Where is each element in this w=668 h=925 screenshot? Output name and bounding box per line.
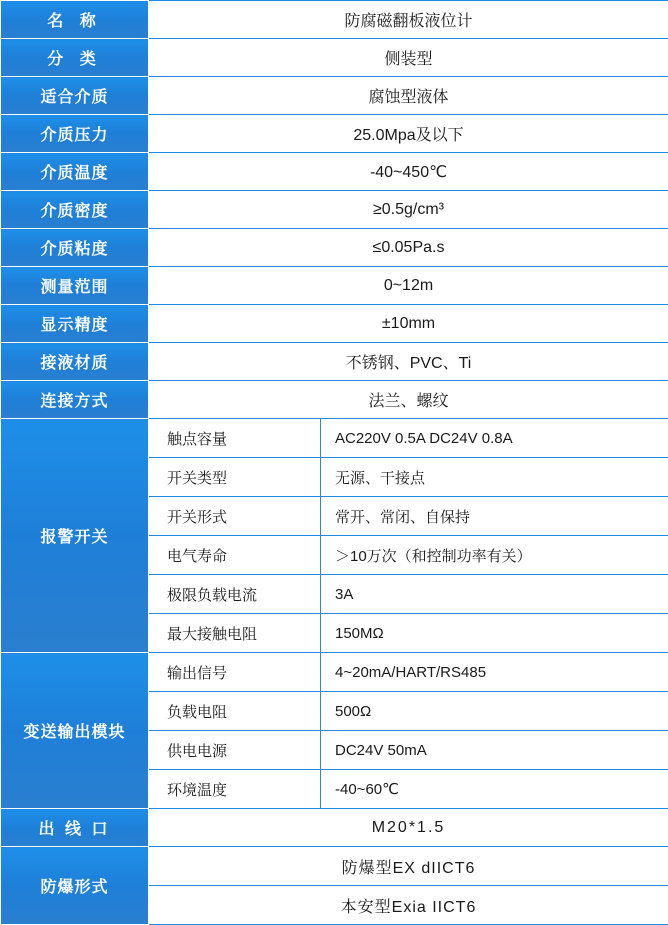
row-label-temperature: 介质温度 [1,153,149,191]
row-label-pressure: 介质压力 [1,115,149,153]
row-label-medium: 适合介质 [1,77,149,115]
group-label-transmitter-module: 变送输出模块 [1,653,149,809]
sub-row-value-power-supply: DC24V 50mA [321,731,668,770]
table-row [1,419,668,458]
row-label-accuracy: 显示精度 [1,305,149,343]
sub-row-value-electrical-life: ＞10万次（和控制功率有关） [321,536,668,575]
sub-row-value-load-resistance: 500Ω [321,692,668,731]
row-value-range: 0~12m [149,267,668,305]
sub-row-name-power-supply: 供电电源 [149,731,321,770]
row-value-category: 侧装型 [149,39,668,77]
row-value-density: ≥0.5g/cm³ [149,191,668,229]
row-label-wetted-material: 接液材质 [1,343,149,381]
row-value-viscosity: ≤0.05Pa.s [149,229,668,267]
table-row [1,229,668,267]
sub-row-value-limit-load-current: 3A [321,575,668,614]
table-body [1,1,668,925]
sub-row-name-output-signal: 输出信号 [149,653,321,692]
row-label-range: 测量范围 [1,267,149,305]
row-value-explosion-proof-2: 本安型Exia IICT6 [149,886,668,925]
row-value-temperature: -40~450℃ [149,153,668,191]
sub-row-value-switch-type: 无源、干接点 [321,458,668,497]
group-label-alarm-switch: 报警开关 [1,419,149,653]
group-label-explosion-proof: 防爆形式 [1,847,149,925]
sub-row-name-ambient-temperature: 环境温度 [149,770,321,809]
row-value-explosion-proof-1: 防爆型EX dIICT6 [149,847,668,886]
table-row [1,305,668,343]
sub-row-value-switch-form: 常开、常闭、自保持 [321,497,668,536]
table-row [1,77,668,115]
sub-row-name-switch-form: 开关形式 [149,497,321,536]
sub-row-name-electrical-life: 电气寿命 [149,536,321,575]
row-value-name: 防腐磁翻板液位计 [149,1,668,39]
sub-row-name-contact-capacity: 触点容量 [149,419,321,458]
row-value-outlet: M20*1.5 [149,809,668,847]
table-row [1,847,668,886]
table-row [1,39,668,77]
row-value-connection: 法兰、螺纹 [149,381,668,419]
sub-row-name-limit-load-current: 极限负载电流 [149,575,321,614]
sub-row-value-contact-capacity: AC220V 0.5A DC24V 0.8A [321,419,668,458]
row-label-density: 介质密度 [1,191,149,229]
sub-row-value-ambient-temperature: -40~60℃ [321,770,668,809]
row-value-pressure: 25.0Mpa及以下 [149,115,668,153]
sub-row-name-switch-type: 开关类型 [149,458,321,497]
row-value-medium: 腐蚀型液体 [149,77,668,115]
sub-row-name-load-resistance: 负载电阻 [149,692,321,731]
table-row [1,191,668,229]
sub-row-value-output-signal: 4~20mA/HART/RS485 [321,653,668,692]
table-row [1,267,668,305]
row-label-connection: 连接方式 [1,381,149,419]
row-label-name: 名 称 [1,1,149,39]
table-row [1,1,668,39]
row-label-category: 分 类 [1,39,149,77]
table-row [1,809,668,847]
row-label-viscosity: 介质粘度 [1,229,149,267]
row-label-outlet: 出 线 口 [1,809,149,847]
table-row [1,381,668,419]
sub-row-value-max-contact-resistance: 150MΩ [321,614,668,653]
sub-row-name-max-contact-resistance: 最大接触电阻 [149,614,321,653]
table-row [1,153,668,191]
table-row [1,653,668,692]
table-row [1,115,668,153]
table-row [1,343,668,381]
row-value-accuracy: ±10mm [149,305,668,343]
row-value-wetted-material: 不锈钢、PVC、Ti [149,343,668,381]
